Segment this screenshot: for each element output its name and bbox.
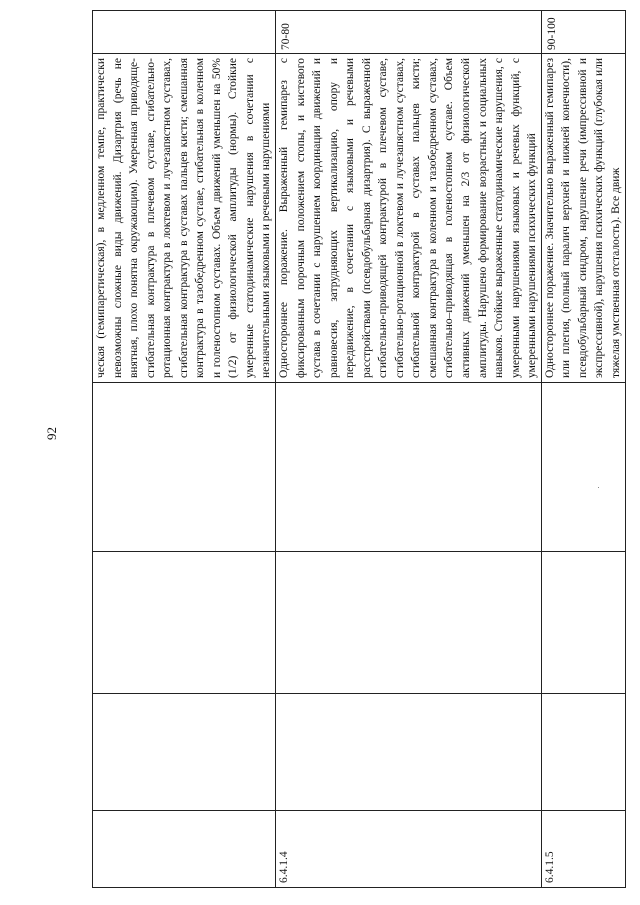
empty-cell	[93, 383, 276, 552]
row-code: 6.4.1.4	[276, 811, 542, 888]
empty-cell	[276, 383, 542, 552]
row-description: Одностороннее поражение. Значительно выраженный гемипарез или плегия, (полный паралич верхней и нижней конечности), псевдобульбарный синдром, нарушение речи (импрессивной и экспрессивной), нарушения психических функций (глубокая или тяжелая умственная отсталость). Все движ	[541, 54, 625, 383]
row-description: ческая (гемипаретическая), в медленном темпе, практически невозможны сложные виды движений. Дизартрия (речь не внятная, плохо понятна окружающим). Умеренная приводяще-сгибательная контрактура в плечевом суставе, сгибательно-ротационная контрактура в локтевом и лучезапястном суставах, сгибательная контрактура в суставах пальцев кисти; смешанная контрактура в тазобедренном суставе, сгибательная в коленном и голеностопном суставах. Объем движений уменьшен на 50% (1/2) от физиологической амплитуды (нормы). Стойкие умеренные статодинамические нарушения в сочетании с незначительными языковыми и речевыми нарушениями	[93, 54, 276, 383]
row-score: 70-80	[276, 11, 542, 54]
row-code	[93, 811, 276, 888]
page-number: 92	[44, 427, 59, 440]
row-code: 6.4.1.5	[541, 811, 625, 888]
empty-cell	[276, 694, 542, 811]
empty-cell	[541, 383, 625, 552]
table-row	[93, 11, 276, 888]
table-row	[541, 11, 625, 888]
empty-cell	[541, 552, 625, 694]
row-description: Одностороннее поражение. Выраженный гемипарез с фиксированным порочным положением стопы, и кистевого сустава в сочетании с нарушением координации движений и равновесия, затрудняющих вертикализацию, опору и передвижение, в сочетании с языковыми и речевыми расстройствами (псевдобульбарная дизартрия). С выраженной сгибательно-приводящей контрактурой в плечевом суставе, сгибательно-ротационной в локтевом и лучезапястном суставах, сгибательной контрактурой в суставах пальцев кисти; смешанная контрактура в коленном и тазобедренном суставах, сгибательно–приводящая в голеностопном суставе. Объем активных движений уменьшен на 2/3 от физиологической амплитуды. Нарушено формирование возрастных и социальных навыков. Стойкие выраженные статодинамические нарушения, с умеренными нарушениями языковых и речевых функций, с умеренными нарушениями психических функций	[276, 54, 542, 383]
rotated-table-wrapper	[92, 17, 622, 888]
scan-speck	[598, 487, 599, 488]
row-score	[93, 11, 276, 54]
empty-cell	[276, 552, 542, 694]
criteria-table	[92, 10, 626, 888]
empty-cell	[93, 552, 276, 694]
empty-cell	[93, 694, 276, 811]
empty-cell	[541, 694, 625, 811]
row-score: 90-100	[541, 11, 625, 54]
table-row	[276, 11, 542, 888]
